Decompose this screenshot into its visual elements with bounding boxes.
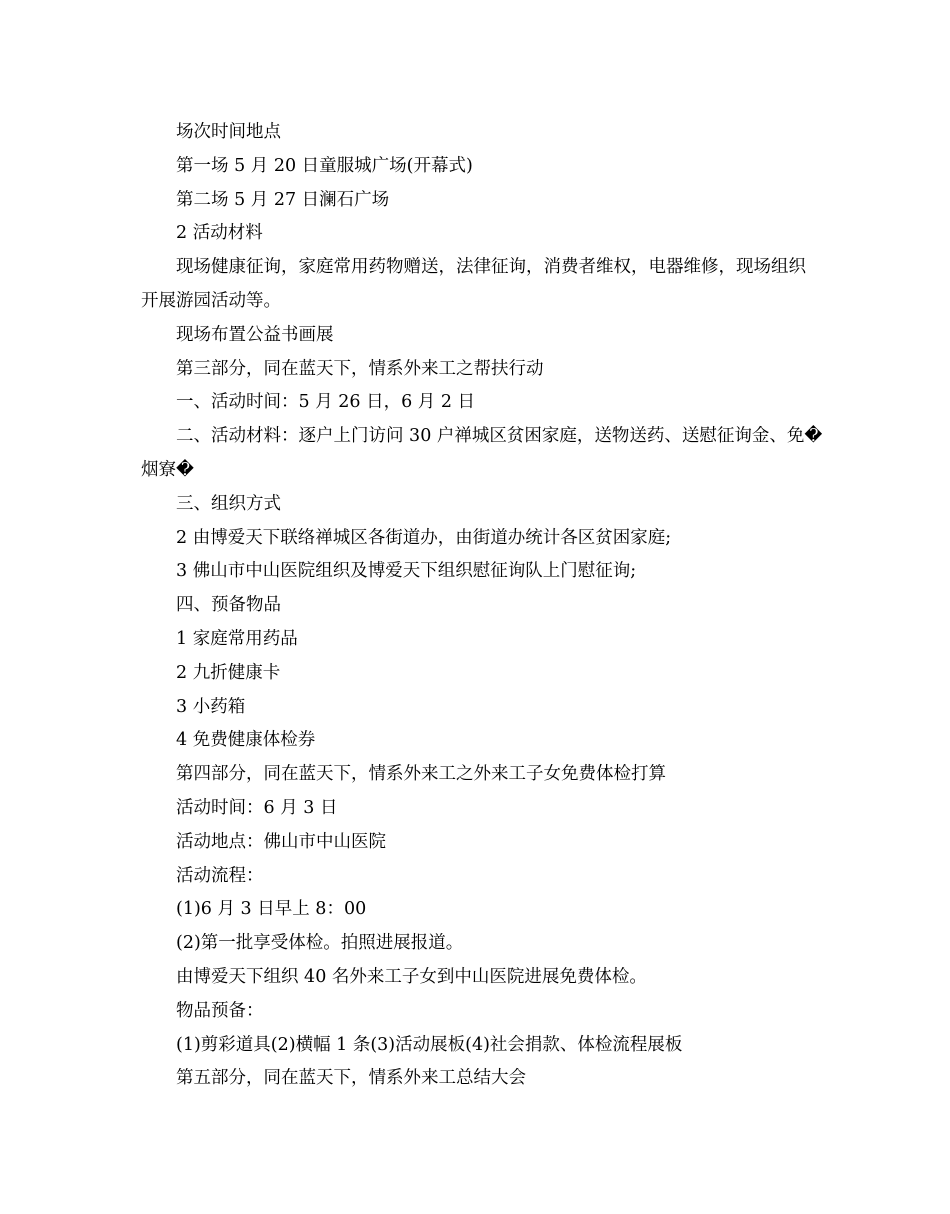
section-heading: 第三部分，同在蓝天下，情系外来工之帮扶行动 [176, 358, 544, 379]
paragraph: 现场健康征询，家庭常用药物赠送，法律征询，消费者维权，电器维修，现场组织开展游园活动等。 [141, 257, 806, 311]
paragraph: 活动时间：6 月 3 日 [176, 797, 338, 818]
list-item: 4 免费健康体检券 [176, 730, 316, 751]
paragraph: 活动流程： [176, 865, 264, 886]
paragraph: 现场布置公益书画展 [176, 324, 334, 345]
paragraph: 四、预备物品 [176, 595, 281, 616]
paragraph: 二、活动材料：逐户上门访问 30 户禅城区贫困家庭，送物送药、送慰征询金、免�烟寮� [141, 426, 823, 480]
paragraph: 第二场 5 月 27 日澜石广场 [176, 189, 390, 210]
paragraph: 物品预备： [176, 1000, 264, 1021]
paragraph: 由博爱天下组织 40 名外来工子女到中山医院进展免费体检。 [176, 966, 647, 987]
paragraph: 场次时间地点 [176, 122, 281, 142]
document-body [141, 116, 823, 1096]
paragraph: 2 活动材料 [176, 223, 263, 244]
paragraph: 第一场 5 月 20 日童服城广场(开幕式) [176, 155, 473, 176]
section-heading: 第四部分，同在蓝天下，情系外来工之外来工子女免费体检打算 [176, 764, 666, 785]
section-heading: 第五部分，同在蓝天下，情系外来工总结大会 [176, 1068, 526, 1089]
paragraph: 活动地点：佛山市中山医院 [176, 831, 386, 852]
list-item: 1 家庭常用药品 [176, 628, 298, 649]
paragraph: (2)第一批享受体检。拍照进展报道。 [176, 933, 464, 954]
paragraph: 2 由博爱天下联络禅城区各街道办，由街道办统计各区贫困家庭; [176, 527, 672, 548]
paragraph: (1)剪彩道具(2)横幅 1 条(3)活动展板(4)社会捐款、体检流程展板 [176, 1034, 683, 1055]
list-item: 3 小药箱 [176, 696, 246, 717]
paragraph: 3 佛山市中山医院组织及博爱天下组织慰征询队上门慰征询; [176, 561, 637, 582]
list-item: 2 九折健康卡 [176, 662, 281, 683]
paragraph: 三、组织方式 [176, 493, 281, 514]
paragraph: (1)6 月 3 日早上 8：00 [176, 899, 367, 920]
paragraph: 一、活动时间：5 月 26 日，6 月 2 日 [176, 392, 476, 413]
